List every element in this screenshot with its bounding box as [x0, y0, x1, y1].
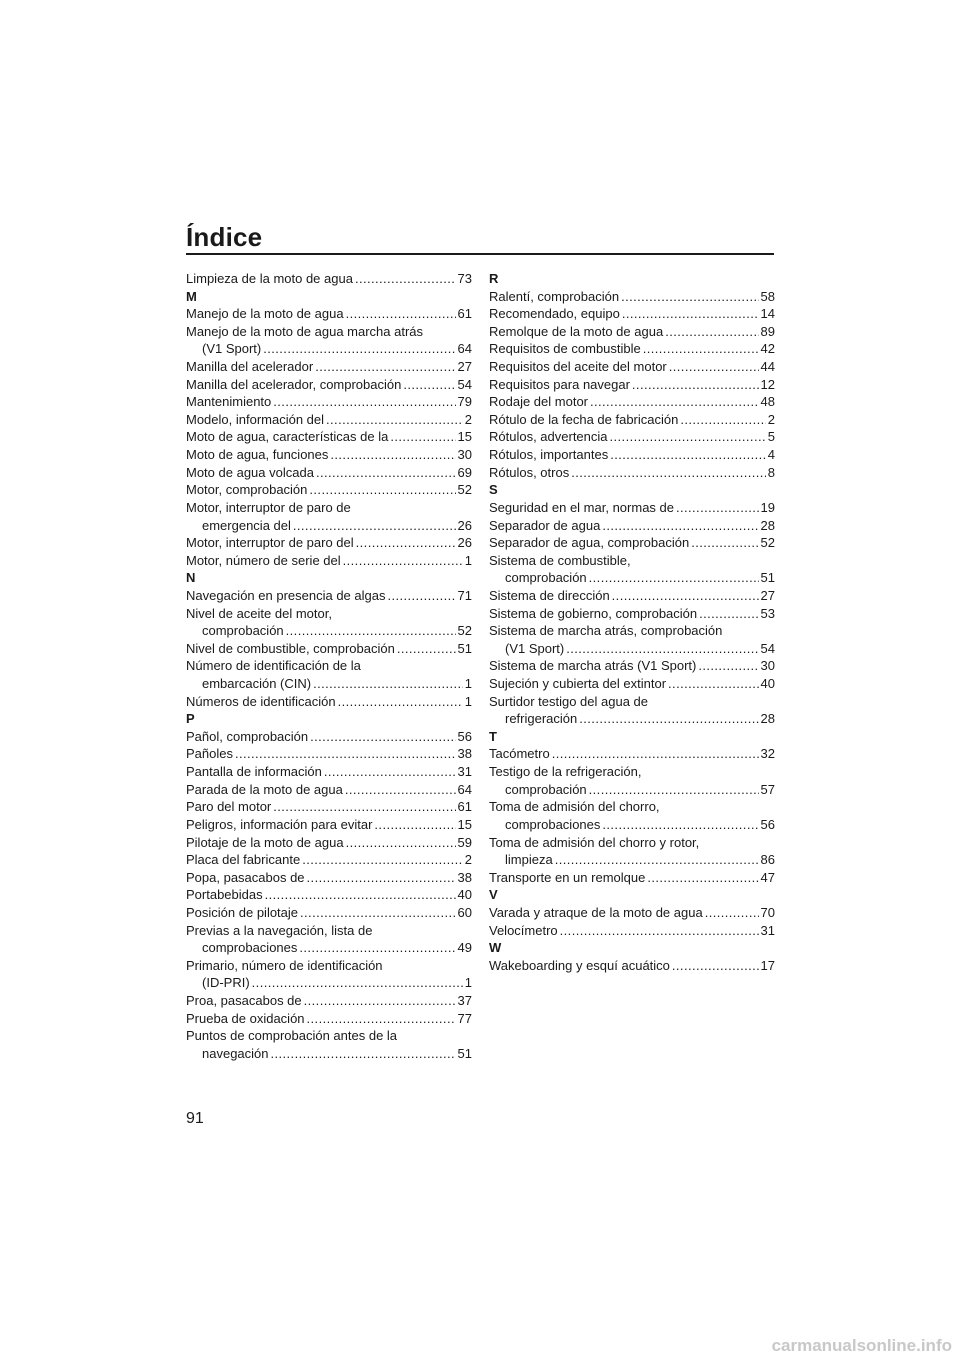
dot-leader [263, 340, 455, 358]
page-ref: 17 [760, 957, 775, 973]
index-entry [186, 657, 472, 675]
page-ref: 61 [457, 799, 472, 815]
page-ref: 12 [760, 376, 775, 392]
index-entry [186, 605, 472, 623]
index-entry [186, 640, 472, 658]
index-entry [489, 428, 775, 446]
dot-leader [309, 481, 455, 499]
entry-text: comprobación [505, 570, 587, 586]
index-entry [186, 358, 472, 376]
index-entry [489, 904, 775, 922]
dot-leader [307, 1010, 456, 1028]
page-ref: 89 [760, 323, 775, 339]
page-ref: 28 [760, 711, 775, 727]
page-title: Índice [186, 222, 263, 252]
entry-text: Pilotaje de la moto de agua [186, 834, 344, 850]
index-entry-continuation [186, 340, 472, 358]
entry-text: Rótulos, otros [489, 464, 570, 480]
entry-text: Requisitos del aceite del motor [489, 359, 667, 375]
entry-text: Wakeboarding y esquí acuático [489, 957, 670, 973]
index-entry [186, 834, 472, 852]
entry-text: Modelo, información del [186, 411, 325, 427]
index-entry [186, 305, 472, 323]
entry-text: (ID-PRI) [202, 975, 250, 991]
dot-leader [571, 464, 766, 482]
entry-text: Sistema de combustible, [489, 552, 631, 568]
index-column-right [489, 270, 775, 974]
page-ref: 79 [457, 394, 472, 410]
page-ref: 56 [760, 816, 775, 832]
dot-leader [271, 1045, 456, 1063]
index-entry [186, 464, 472, 482]
entry-text: navegación [202, 1045, 269, 1061]
entry-text: Manejo de la moto de agua marcha atrás [186, 323, 424, 339]
page-ref: 60 [457, 904, 472, 920]
dot-leader [304, 992, 456, 1010]
index-entry [186, 446, 472, 464]
entry-text: Parada de la moto de agua [186, 781, 343, 797]
entry-text: refrigeración [505, 711, 578, 727]
entry-text: Nivel de combustible, comprobación [186, 640, 395, 656]
dot-leader [612, 587, 759, 605]
dot-leader [602, 517, 758, 535]
page-ref: 40 [760, 676, 775, 692]
page-ref: 15 [457, 429, 472, 445]
page-ref: 26 [457, 535, 472, 551]
page-ref: 4 [767, 447, 775, 463]
index-entry [186, 957, 472, 975]
dot-leader [346, 834, 456, 852]
page-ref: 30 [457, 447, 472, 463]
dot-leader [579, 710, 758, 728]
dot-leader [610, 446, 766, 464]
page-ref: 86 [760, 852, 775, 868]
title-rule [186, 253, 774, 255]
watermark: carmanualsonline.info [771, 1336, 952, 1355]
index-entry [489, 376, 775, 394]
dot-leader [589, 569, 759, 587]
page-ref: 51 [760, 570, 775, 586]
dot-leader [273, 393, 455, 411]
dot-leader [324, 763, 456, 781]
entry-text: Transporte en un remolque [489, 869, 646, 885]
section-letter: V [489, 887, 498, 903]
page-ref: 53 [760, 605, 775, 621]
dot-leader [316, 464, 456, 482]
index-entry [489, 340, 775, 358]
entry-text: Sistema de dirección [489, 587, 610, 603]
section-letter: S [489, 482, 498, 498]
page-ref: 58 [760, 288, 775, 304]
dot-leader [397, 640, 456, 658]
entry-text: Placa del fabricante [186, 852, 301, 868]
index-entry [186, 816, 472, 834]
index-entry [489, 411, 775, 429]
entry-text: Pañoles [186, 746, 233, 762]
page-ref: 31 [457, 764, 472, 780]
index-entry [489, 605, 775, 623]
page-ref: 37 [457, 992, 472, 1008]
entry-text: Toma de admisión del chorro, [489, 799, 660, 815]
page-ref: 71 [457, 587, 472, 603]
page-ref: 27 [457, 359, 472, 375]
index-entry [186, 745, 472, 763]
index-entry [186, 1027, 472, 1045]
dot-leader [590, 393, 759, 411]
index-entry [489, 798, 775, 816]
entry-text: Rodaje del motor [489, 394, 588, 410]
page-ref: 2 [767, 411, 775, 427]
entry-text: Limpieza de la moto de agua [186, 271, 353, 286]
entry-text: Primario, número de identificación [186, 957, 383, 973]
index-entry [489, 552, 775, 570]
dot-leader [602, 816, 758, 834]
entry-text: Velocímetro [489, 922, 558, 938]
page-ref: 77 [457, 1010, 472, 1026]
index-entry-continuation [489, 640, 775, 658]
index-entry [186, 904, 472, 922]
page-number: 91 [186, 1110, 204, 1127]
page-ref: 52 [760, 535, 775, 551]
page-ref: 54 [760, 640, 775, 656]
index-entry [186, 393, 472, 411]
dot-leader [345, 781, 456, 799]
dot-leader [560, 922, 759, 940]
page-ref: 57 [760, 781, 775, 797]
page-ref: 61 [457, 306, 472, 322]
entry-text: Testigo de la refrigeración, [489, 764, 642, 780]
index-entry [489, 464, 775, 482]
entry-text: limpieza [505, 852, 553, 868]
index-entry [186, 1010, 472, 1028]
page-ref: 1 [464, 693, 472, 709]
index-entry [489, 288, 775, 306]
dot-leader [552, 745, 759, 763]
index-entry [489, 517, 775, 535]
page-ref: 15 [457, 816, 472, 832]
page-ref: 38 [457, 746, 472, 762]
section-letter: R [489, 271, 499, 286]
index-entry [186, 851, 472, 869]
index-entry [489, 534, 775, 552]
entry-text: Motor, comprobación [186, 482, 308, 498]
dot-leader [669, 358, 759, 376]
dot-leader [680, 411, 765, 429]
dot-leader [356, 534, 456, 552]
index-entry-continuation [489, 569, 775, 587]
entry-text: Número de identificación de la [186, 658, 361, 674]
dot-leader [273, 798, 455, 816]
entry-text: Separador de agua [489, 517, 601, 533]
index-entry-continuation [186, 675, 472, 693]
index-entry [489, 587, 775, 605]
entry-text: Sistema de marcha atrás (V1 Sport) [489, 658, 697, 674]
dot-leader [621, 288, 758, 306]
entry-text: Navegación en presencia de algas [186, 587, 386, 603]
page-ref: 64 [457, 781, 472, 797]
entry-text: Requisitos para navegar [489, 376, 630, 392]
dot-leader [252, 974, 463, 992]
section-letter: P [186, 711, 195, 727]
page-ref: 14 [760, 306, 775, 322]
page-ref: 2 [464, 411, 472, 427]
page-ref: 27 [760, 587, 775, 603]
dot-leader [643, 340, 759, 358]
index-entry [186, 922, 472, 940]
entry-text: Popa, pasacabos de [186, 869, 305, 885]
index-entry [489, 957, 775, 975]
entry-text: Separador de agua, comprobación [489, 535, 690, 551]
entry-text: Puntos de comprobación antes de la [186, 1028, 398, 1044]
entry-text: Moto de agua, características de la [186, 429, 389, 445]
page-ref: 48 [760, 394, 775, 410]
dot-leader [647, 869, 758, 887]
page-ref: 49 [457, 940, 472, 956]
entry-text: Prueba de oxidación [186, 1010, 305, 1026]
entry-text: Sujeción y cubierta del extintor [489, 676, 667, 692]
page-ref: 51 [457, 640, 472, 656]
index-entry [186, 552, 472, 570]
dot-leader [343, 552, 463, 570]
page-ref: 52 [457, 482, 472, 498]
index-entry [186, 693, 472, 711]
entry-text: Seguridad en el mar, normas de [489, 499, 674, 515]
index-entry [489, 622, 775, 640]
index-entry [489, 745, 775, 763]
page-ref: 54 [457, 376, 472, 392]
section-letter: T [489, 728, 497, 744]
index-entry [186, 728, 472, 746]
dot-leader [346, 305, 456, 323]
dot-leader [665, 323, 758, 341]
entry-text: Requisitos de combustible [489, 341, 641, 357]
entry-text: Rótulos, importantes [489, 447, 609, 463]
dot-leader [302, 851, 463, 869]
entry-text: Remolque de la moto de agua [489, 323, 664, 339]
dot-leader [622, 305, 759, 323]
dot-leader [676, 499, 759, 517]
index-entry [186, 481, 472, 499]
entry-text: Previas a la navegación, lista de [186, 922, 373, 938]
entry-text: Números de identificación [186, 693, 336, 709]
entry-text: Motor, número de serie del [186, 552, 341, 568]
dot-leader [387, 587, 455, 605]
entry-text: Peligros, información para evitar [186, 816, 373, 832]
page-ref: 52 [457, 623, 472, 639]
index-entry [489, 675, 775, 693]
entry-text: embarcación (CIN) [202, 676, 312, 692]
index-entry-continuation [186, 1045, 472, 1063]
entry-text: Toma de admisión del chorro y rotor, [489, 834, 700, 850]
entry-text: Portabebidas [186, 887, 263, 903]
page-ref: 1 [464, 676, 472, 692]
section-letter: N [186, 570, 196, 586]
index-entry-continuation [186, 517, 472, 535]
entry-text: Moto de agua, funciones [186, 447, 329, 463]
dot-leader [566, 640, 758, 658]
entry-text: Sistema de marcha atrás, comprobación [489, 623, 723, 639]
index-entry-continuation [489, 710, 775, 728]
dot-leader [326, 411, 463, 429]
dot-leader [668, 675, 758, 693]
index-entry [489, 393, 775, 411]
index-entry-continuation [186, 622, 472, 640]
index-entry [186, 428, 472, 446]
page-ref: 8 [767, 464, 775, 480]
dot-leader [286, 622, 456, 640]
index-entry [186, 323, 472, 341]
page-ref: 28 [760, 517, 775, 533]
dot-leader [315, 358, 455, 376]
page-ref: 1 [464, 552, 472, 568]
dot-leader [313, 675, 463, 693]
entry-text: Manejo de la moto de agua [186, 306, 344, 322]
index-entry [186, 376, 472, 394]
index-entry [489, 446, 775, 464]
page-ref: 30 [760, 658, 775, 674]
index-entry [186, 270, 472, 288]
index-entry [186, 798, 472, 816]
entry-text: Nivel de aceite del motor, [186, 605, 332, 621]
dot-leader [699, 605, 758, 623]
page-ref: 64 [457, 341, 472, 357]
index-entry [489, 358, 775, 376]
entry-text: comprobación [202, 623, 284, 639]
dot-leader [403, 376, 455, 394]
dot-leader [300, 904, 456, 922]
dot-leader [390, 428, 455, 446]
page-ref: 26 [457, 517, 472, 533]
index-entry [489, 657, 775, 675]
index-entry-continuation [489, 781, 775, 799]
index-entry-continuation [489, 851, 775, 869]
dot-leader [307, 869, 456, 887]
dot-leader [310, 728, 455, 746]
index-entry [186, 992, 472, 1010]
page-ref: 56 [457, 728, 472, 744]
index-entry [489, 922, 775, 940]
index-entry [186, 411, 472, 429]
entry-text: Pantalla de información [186, 764, 322, 780]
index-entry [186, 886, 472, 904]
index-entry-continuation [489, 816, 775, 834]
page-ref: 47 [760, 869, 775, 885]
entry-text: Surtidor testigo del agua de [489, 693, 648, 709]
entry-text: comprobaciones [505, 816, 601, 832]
page-ref: 51 [457, 1045, 472, 1061]
page-ref: 2 [464, 852, 472, 868]
entry-text: Motor, interruptor de paro de [186, 499, 351, 515]
entry-text: Mantenimiento [186, 394, 272, 410]
section-letter: M [186, 288, 197, 304]
index-entry [186, 534, 472, 552]
page-ref: 5 [767, 429, 775, 445]
entry-text: Recomendado, equipo [489, 306, 620, 322]
dot-leader [672, 957, 759, 975]
dot-leader [632, 376, 759, 394]
page-ref: 44 [760, 359, 775, 375]
index-entry [186, 499, 472, 517]
index-column-left [186, 270, 472, 1062]
index-entry [489, 869, 775, 887]
index-entry [489, 305, 775, 323]
dot-leader [265, 886, 456, 904]
entry-text: Pañol, comprobación [186, 728, 309, 744]
index-entry [489, 763, 775, 781]
dot-leader [355, 270, 456, 288]
dot-leader [293, 517, 456, 535]
page-ref: 1 [464, 975, 472, 991]
entry-text: Motor, interruptor de paro del [186, 535, 354, 551]
page-ref: 69 [457, 464, 472, 480]
dot-leader [374, 816, 455, 834]
entry-text: (V1 Sport) [202, 341, 262, 357]
entry-text: comprobación [505, 781, 587, 797]
entry-text: Ralentí, comprobación [489, 288, 620, 304]
page-ref: 19 [760, 499, 775, 515]
index-entry [489, 499, 775, 517]
entry-text: Varada y atraque de la moto de agua [489, 904, 703, 920]
dot-leader [299, 939, 455, 957]
page-ref: 38 [457, 869, 472, 885]
index-entry-continuation [186, 974, 472, 992]
dot-leader [235, 745, 456, 763]
entry-text: Moto de agua volcada [186, 464, 314, 480]
entry-text: Manilla del acelerador [186, 359, 314, 375]
entry-text: Manilla del acelerador, comprobación [186, 376, 402, 392]
dot-leader [610, 428, 766, 446]
dot-leader [330, 446, 455, 464]
index-entry [489, 323, 775, 341]
entry-text: Rótulo de la fecha de fabricación [489, 411, 679, 427]
index-entry-continuation [186, 939, 472, 957]
entry-text: (V1 Sport) [505, 640, 565, 656]
index-entry [186, 587, 472, 605]
dot-leader [705, 904, 759, 922]
page-ref: 73 [457, 271, 472, 286]
page-ref: 31 [760, 922, 775, 938]
entry-text: Sistema de gobierno, comprobación [489, 605, 698, 621]
section-letter: W [489, 940, 502, 956]
dot-leader [698, 657, 758, 675]
page-ref: 32 [760, 746, 775, 762]
index-entry [186, 763, 472, 781]
index-entry [489, 834, 775, 852]
entry-text: Paro del motor [186, 799, 272, 815]
page-ref: 40 [457, 887, 472, 903]
page-ref: 42 [760, 341, 775, 357]
entry-text: Posición de pilotaje [186, 904, 299, 920]
dot-leader [589, 781, 759, 799]
index-entry [186, 869, 472, 887]
dot-leader [338, 693, 463, 711]
index-entry [489, 693, 775, 711]
page-ref: 70 [760, 904, 775, 920]
dot-leader [555, 851, 759, 869]
index-entry [186, 781, 472, 799]
entry-text: emergencia del [202, 517, 291, 533]
dot-leader [691, 534, 758, 552]
entry-text: comprobaciones [202, 940, 298, 956]
page-ref: 59 [457, 834, 472, 850]
entry-text: Rótulos, advertencia [489, 429, 608, 445]
entry-text: Proa, pasacabos de [186, 992, 302, 1008]
entry-text: Tacómetro [489, 746, 550, 762]
